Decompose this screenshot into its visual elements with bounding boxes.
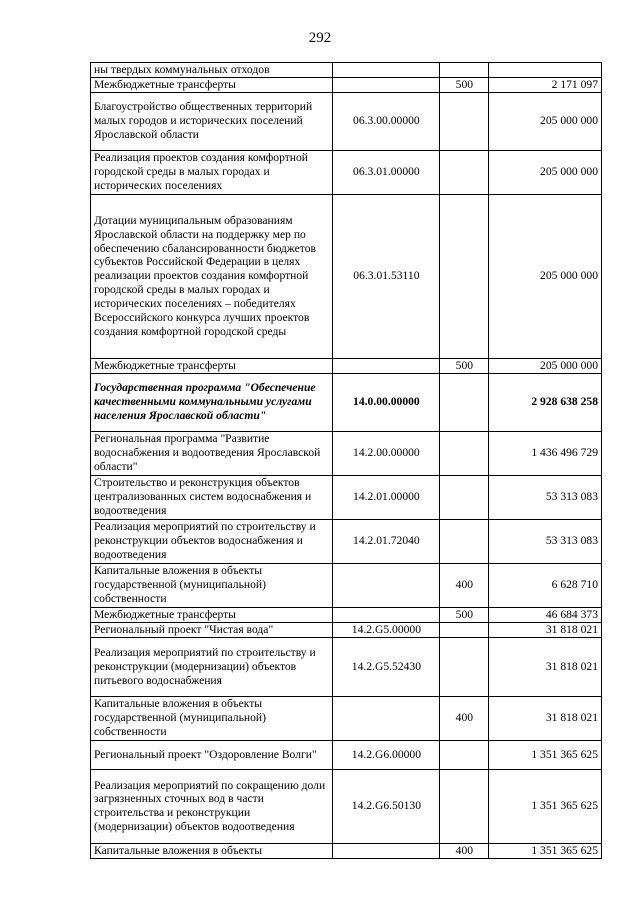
row-type-cell — [440, 740, 489, 769]
table-row — [91, 843, 602, 858]
row-type-cell — [440, 431, 489, 475]
table-row — [91, 740, 602, 769]
row-name-cell: Капитальные вложения в объекты государственной (муниципальной) собственности — [91, 696, 333, 740]
row-type-cell — [440, 475, 489, 519]
row-sum-cell — [489, 63, 602, 78]
row-type-cell — [440, 194, 489, 358]
row-code-cell: 06.3.01.53110 — [333, 194, 440, 358]
row-code-cell — [333, 696, 440, 740]
row-code-cell: 06.3.01.00000 — [333, 150, 440, 194]
budget-table-body — [91, 63, 602, 859]
table-row — [91, 194, 602, 358]
row-code-cell — [333, 77, 440, 92]
page-number: 292 — [308, 30, 332, 46]
row-sum-cell: 1 436 496 729 — [489, 431, 602, 475]
row-name-cell: Региональный проект "Оздоровление Волги" — [91, 740, 333, 769]
row-code-cell: 14.2.G6.50130 — [333, 769, 440, 843]
row-sum-cell: 2 928 638 258 — [489, 373, 602, 431]
row-sum-cell: 53 313 083 — [489, 475, 602, 519]
row-type-cell — [440, 769, 489, 843]
row-name-cell: Капитальные вложения в объекты — [91, 843, 333, 858]
row-code-cell: 14.2.G5.00000 — [333, 622, 440, 637]
table-row — [91, 431, 602, 475]
row-sum-cell: 2 171 097 — [489, 77, 602, 92]
row-type-cell — [440, 63, 489, 78]
row-sum-cell: 31 818 021 — [489, 622, 602, 637]
row-type-cell — [440, 622, 489, 637]
row-code-cell: 14.2.G5.52430 — [333, 637, 440, 696]
row-name-cell: Государственная программа "Обеспечение качественными коммунальными услугами населения Ярославской области" — [91, 373, 333, 431]
table-row — [91, 475, 602, 519]
row-type-cell: 400 — [440, 563, 489, 607]
table-row — [91, 92, 602, 150]
table-row — [91, 373, 602, 431]
table-row — [91, 769, 602, 843]
row-sum-cell: 205 000 000 — [489, 150, 602, 194]
row-name-cell: Реализация мероприятий по строительству и реконструкции объектов водоснабжения и водоотведения — [91, 519, 333, 563]
row-name-cell: Региональный проект "Чистая вода" — [91, 622, 333, 637]
row-name-cell: Строительство и реконструкция объектов централизованных систем водоснабжения и водоотведения — [91, 475, 333, 519]
table-row — [91, 637, 602, 696]
row-sum-cell: 46 684 373 — [489, 607, 602, 622]
row-type-cell: 400 — [440, 696, 489, 740]
row-code-cell — [333, 563, 440, 607]
row-code-cell — [333, 607, 440, 622]
budget-table — [90, 62, 602, 859]
row-type-cell: 500 — [440, 607, 489, 622]
row-sum-cell: 53 313 083 — [489, 519, 602, 563]
row-name-cell: Реализация проектов создания комфортной городской среды в малых городах и исторических поселениях — [91, 150, 333, 194]
row-type-cell: 500 — [440, 358, 489, 373]
row-type-cell — [440, 637, 489, 696]
table-row — [91, 563, 602, 607]
row-name-cell: Реализация мероприятий по строительству и реконструкции (модернизации) объектов питьевого водоснабжения — [91, 637, 333, 696]
row-name-cell: Благоустройство общественных территорий малых городов и исторических поселений Ярославской области — [91, 92, 333, 150]
row-name-cell: Реализация мероприятий по сокращению доли загрязненных сточных вод в части строительства и реконструкции (модернизации) объектов водоотведения — [91, 769, 333, 843]
row-sum-cell: 1 351 365 625 — [489, 843, 602, 858]
row-sum-cell: 1 351 365 625 — [489, 769, 602, 843]
row-code-cell: 14.2.01.72040 — [333, 519, 440, 563]
row-sum-cell: 31 818 021 — [489, 637, 602, 696]
table-row — [91, 358, 602, 373]
row-code-cell: 14.2.01.00000 — [333, 475, 440, 519]
row-name-cell: Капитальные вложения в объекты государственной (муниципальной) собственности — [91, 563, 333, 607]
row-code-cell: 14.0.00.00000 — [333, 373, 440, 431]
row-code-cell — [333, 843, 440, 858]
row-sum-cell: 205 000 000 — [489, 358, 602, 373]
row-name-cell: Региональная программа "Развитие водоснабжения и водоотведения Ярославской области" — [91, 431, 333, 475]
row-type-cell — [440, 150, 489, 194]
row-name-cell: Дотации муниципальным образованиям Ярославской области на поддержку мер по обеспечению сбалансированности бюджетов субъектов Российской Федерации в целях реализации проектов создания комфортной городской среды в малых городах и исторических поселениях – победителях Всероссийского конкурса лучших проектов создания комфортной городской среды — [91, 194, 333, 358]
table-row — [91, 622, 602, 637]
row-name-cell: ны твердых коммунальных отходов — [91, 63, 333, 78]
row-name-cell: Межбюджетные трансферты — [91, 358, 333, 373]
row-type-cell: 400 — [440, 843, 489, 858]
table-row — [91, 77, 602, 92]
row-code-cell: 06.3.00.00000 — [333, 92, 440, 150]
table-row — [91, 607, 602, 622]
row-name-cell: Межбюджетные трансферты — [91, 77, 333, 92]
row-type-cell — [440, 92, 489, 150]
row-code-cell — [333, 358, 440, 373]
row-type-cell — [440, 519, 489, 563]
table-row — [91, 63, 602, 78]
row-name-cell: Межбюджетные трансферты — [91, 607, 333, 622]
row-code-cell: 14.2.00.00000 — [333, 431, 440, 475]
row-sum-cell: 31 818 021 — [489, 696, 602, 740]
row-sum-cell: 205 000 000 — [489, 92, 602, 150]
row-code-cell — [333, 63, 440, 78]
table-row — [91, 519, 602, 563]
row-type-cell — [440, 373, 489, 431]
row-sum-cell: 6 628 710 — [489, 563, 602, 607]
row-type-cell: 500 — [440, 77, 489, 92]
table-row — [91, 150, 602, 194]
row-sum-cell: 1 351 365 625 — [489, 740, 602, 769]
row-code-cell: 14.2.G6.00000 — [333, 740, 440, 769]
table-row — [91, 696, 602, 740]
row-sum-cell: 205 000 000 — [489, 194, 602, 358]
